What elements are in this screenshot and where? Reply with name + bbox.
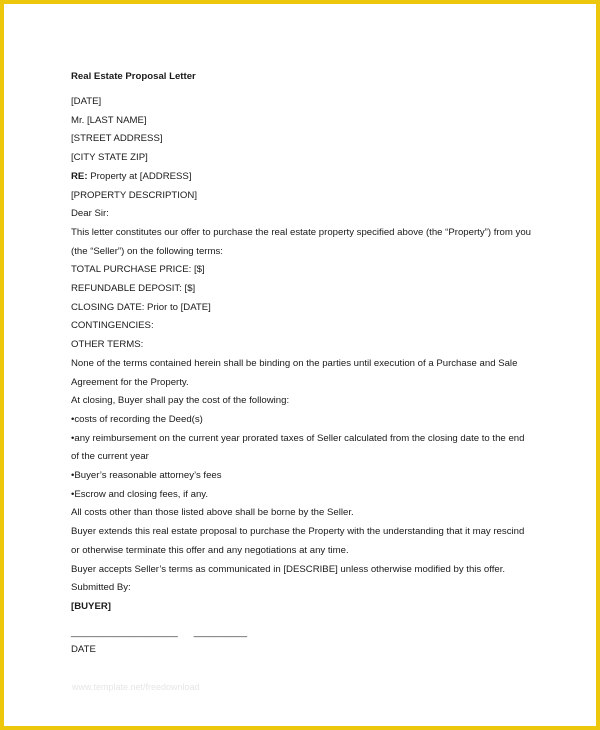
signature-lines: ____________________ __________ xyxy=(71,626,248,638)
bullet-recording: •costs of recording the Deed(s) xyxy=(71,413,203,425)
date-label: DATE xyxy=(71,643,96,655)
document-page xyxy=(4,4,596,726)
re-label: RE: xyxy=(71,170,88,182)
re-text: Property at [ADDRESS] xyxy=(87,170,192,182)
other-terms: OTHER TERMS: xyxy=(71,339,144,351)
bullet-taxes-line-2: of the current year xyxy=(71,451,149,463)
watermark: www.template.net/freedownload xyxy=(72,682,200,692)
bullet-escrow-fees: •Escrow and closing fees, if any. xyxy=(71,488,209,500)
letter-body xyxy=(71,71,541,659)
contingencies: CONTINGENCIES: xyxy=(71,320,154,332)
buyer-name: [BUYER] xyxy=(71,600,111,612)
property-description: [PROPERTY DESCRIPTION] xyxy=(71,189,197,201)
city-state-zip: [CITY STATE ZIP] xyxy=(71,152,148,164)
closing-date: CLOSING DATE: Prior to [DATE] xyxy=(71,301,211,313)
date-placeholder: [DATE] xyxy=(71,96,102,107)
letter-title: Real Estate Proposal Letter xyxy=(71,71,196,82)
re-line xyxy=(71,168,541,187)
salutation: Dear Sir: xyxy=(71,208,109,220)
street-address: [STREET ADDRESS] xyxy=(71,133,163,145)
submitted-by: Submitted By: xyxy=(71,582,131,594)
refundable-deposit: REFUNDABLE DEPOSIT: [$] xyxy=(71,283,196,295)
total-purchase-price: TOTAL PURCHASE PRICE: [$] xyxy=(71,264,205,276)
closing-costs-intro: At closing, Buyer shall pay the cost of the following: xyxy=(71,395,290,407)
intro-line-2: (the “Seller”) on the following terms: xyxy=(71,245,223,257)
intro-line-1: This letter constitutes our offer to purchase the real estate property specified above (the “Property”) from you xyxy=(71,226,532,238)
rescind-line-1: Buyer extends this real estate proposal to purchase the Property with the understanding that it may rescind xyxy=(71,526,525,538)
seller-costs: All costs other than those listed above shall be borne by the Seller. xyxy=(71,507,354,519)
bullet-attorney-fees: •Buyer’s reasonable attorney’s fees xyxy=(71,470,222,482)
binding-terms-line-2: Agreement for the Property. xyxy=(71,376,189,388)
accepts-terms: Buyer accepts Seller’s terms as communicated in [DESCRIBE] unless otherwise modified by this offer. xyxy=(71,563,506,575)
bullet-taxes-line-1: •any reimbursement on the current year prorated taxes of Seller calculated from the closing date to the end xyxy=(71,432,525,444)
rescind-line-2: or otherwise terminate this offer and any negotiations at any time. xyxy=(71,544,349,556)
binding-terms-line-1: None of the terms contained herein shall be binding on the parties until execution of a Purchase and Sale xyxy=(71,357,518,369)
recipient-name: Mr. [LAST NAME] xyxy=(71,114,147,126)
